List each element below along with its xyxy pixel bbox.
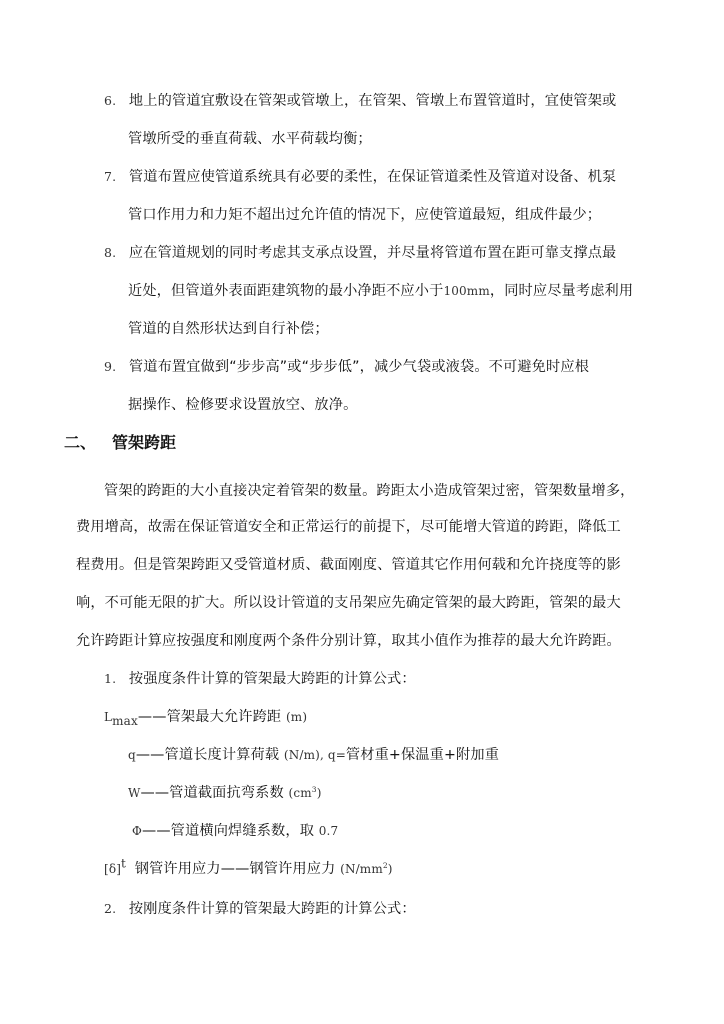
lmax-unit: (m): [285, 710, 308, 724]
paragraph-line: 费用增高，故需在保证管道安全和正常运行的前提下，尽可能增大管道的跨距，降低工: [76, 519, 621, 535]
formula-text: 按强度条件计算的管架最大跨距的计算公式：: [128, 671, 416, 687]
list-number: 6.: [104, 93, 117, 108]
q-symbol: q: [128, 748, 136, 762]
q-text: ——管道长度计算荷载: [135, 747, 280, 763]
formula-1-heading: [104, 666, 416, 692]
lmax-text: ——管架最大允许跨距: [137, 709, 282, 725]
definition-delta: [104, 856, 393, 882]
delta-unit: $(N/mm^2)$: [340, 861, 393, 876]
list-text: 管口作用力和力矩不超出过允许值的情况下，应使管道最短，组成件最少；: [128, 207, 602, 223]
w-symbol: W: [128, 786, 141, 800]
list-text: 地上的管道宜敷设在管架或管墩上，在管架、管墩上布置管道时，宜使管架或: [128, 93, 617, 109]
list-text: 管道布置宜做到“步步高”或“步步低”，减少气袋或液袋。不可避免时应根: [128, 359, 590, 375]
phi-symbol: Φ: [132, 824, 142, 838]
list-text: 管墩所受的垂直荷载、水平荷载均衡；: [128, 131, 372, 147]
lmax-subscript: max: [112, 713, 138, 728]
definition-w: [128, 780, 322, 806]
section-title: 管架跨距: [112, 433, 177, 452]
w-unit: $(cm^3)$: [288, 785, 322, 800]
list-item-9-continued: [128, 392, 357, 418]
w-text: ——管道截面抗弯系数: [140, 785, 284, 801]
definition-phi: [132, 818, 338, 844]
paragraph-line: 程费用。但是管架跨距又受管道材质、截面刚度、管道其它作用何载和允许挠度等的影: [76, 557, 621, 573]
list-item-8-continued-2: [128, 316, 329, 342]
formula-text: 按刚度条件计算的管架最大跨距的计算公式：: [128, 901, 416, 917]
list-number: 2.: [104, 901, 117, 916]
section-number: 二、: [64, 433, 97, 452]
list-text: 应在管道规划的同时考虑其支承点设置，并尽量将管道布置在距可靠支撑点最: [128, 245, 617, 261]
formula-2-heading: [104, 896, 416, 922]
q-unit: (N/m): [283, 748, 320, 762]
list-text: 近处，但管道外表面距建筑物的最小净距不应小于: [128, 283, 444, 299]
lmax-symbol: L: [104, 710, 113, 724]
list-text: ，同时应尽量考虑利用: [489, 283, 634, 299]
list-number: 1.: [104, 671, 117, 686]
definition-q: [128, 742, 499, 768]
list-number: 8.: [104, 245, 117, 260]
paragraph-line: 管架的跨距的大小直接决定着管架的数量。跨距太小造成管架过密，管架数量增多，: [104, 483, 635, 499]
list-item-7: [104, 164, 616, 190]
list-item-8-continued: [128, 278, 633, 304]
delta-symbol: [δ]: [104, 862, 122, 876]
distance-value: 100mm: [443, 284, 490, 298]
list-text: 据操作、检修要求设置放空、放净。: [128, 397, 358, 413]
list-number: 7.: [104, 169, 117, 184]
q-rest: 管材重+保温重+附加重: [345, 747, 500, 763]
list-text: 管道布置应使管道系统具有必要的柔性，在保证管道柔性及管道对设备、机泵: [128, 169, 617, 185]
phi-text: ——管道横向焊缝系数，取: [142, 823, 315, 839]
list-item-8: [104, 240, 616, 266]
list-item-6-continued: [128, 126, 372, 152]
list-item-9: [104, 354, 589, 380]
list-number: 9.: [104, 359, 117, 374]
list-item-6: [104, 88, 616, 114]
paragraph-line: 允许跨距计算应按强度和刚度两个条件分别计算，取其小值作为推荐的最大允许跨距。: [76, 633, 621, 649]
list-text: 管道的自然形状达到自行补偿；: [128, 321, 329, 337]
delta-superscript: t: [121, 856, 127, 871]
paragraph-line: 响，不可能无限的扩大。所以设计管道的支吊架应先确定管架的最大跨距，管架的最大: [76, 595, 621, 611]
definition-lmax: [104, 704, 307, 730]
delta-text: 钢管许用应力——钢管许用应力: [134, 861, 336, 877]
list-item-7-continued: [128, 202, 601, 228]
q-separator: , q=: [319, 748, 346, 762]
phi-value: 0.7: [318, 824, 339, 838]
